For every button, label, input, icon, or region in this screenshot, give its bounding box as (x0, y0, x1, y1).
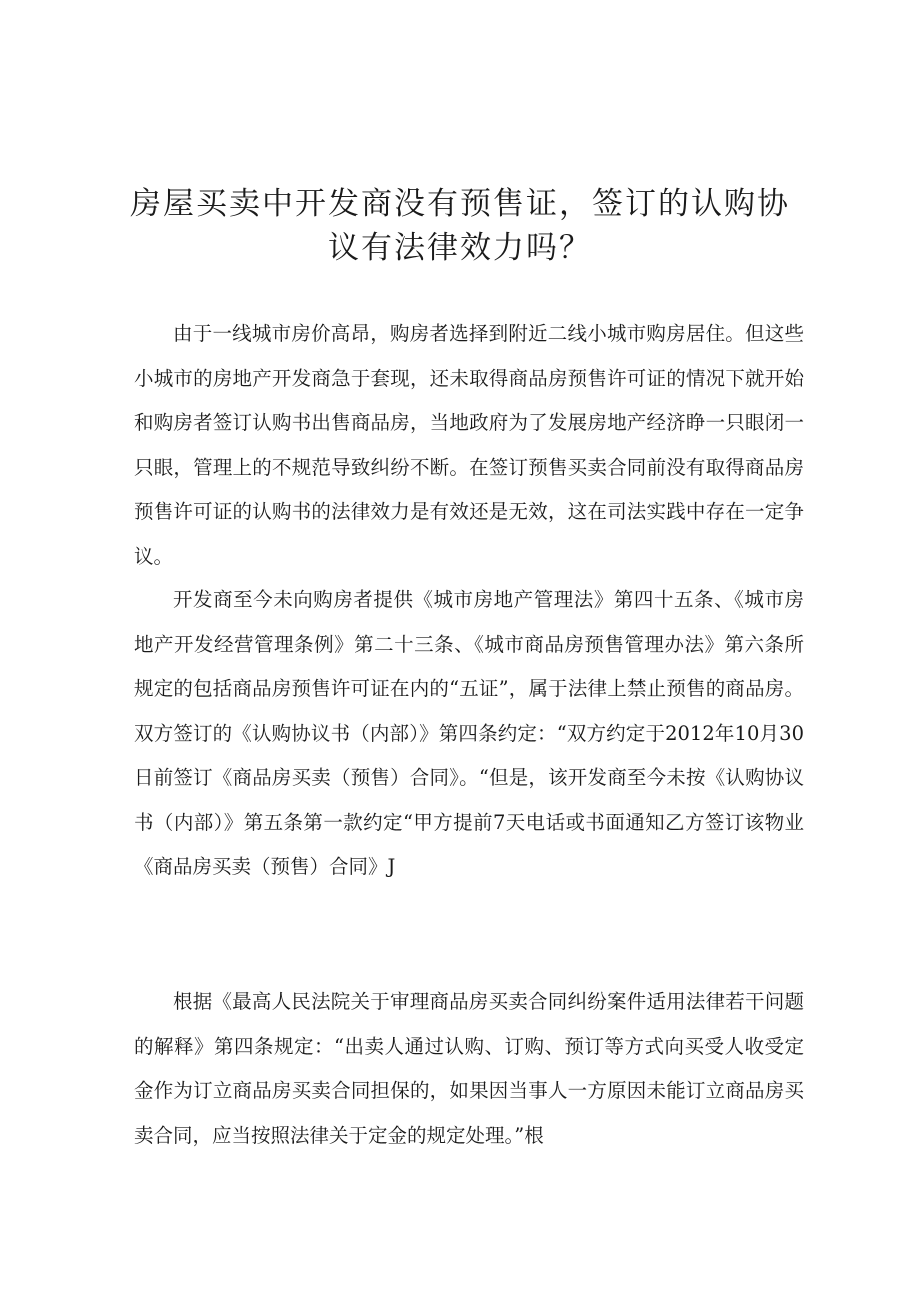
paragraph-2: 开发商至今未向购房者提供《城市房地产管理法》第四十五条、《城市房地产开发经营管理条例》第二十三条、《城市商品房预售管理办法》第六条所规定的包括商品房预售许可证在内的“五证”，属于法律上禁止预售的商品房。双方签订的《认购协议书（内部）》第四条约定：“双方约定于2012年10月30日前签订《商品房买卖（预售）合同》。“但是，该开发商至今未按《认购协议书（内部）》第五条第一款约定“甲方提前7天电话或书面通知乙方签订该物业《商品房买卖（预售）合同》J (134, 588, 804, 878)
paragraph-3: 根据《最高人民法院关于审理商品房买卖合同纠纷案件适用法律若干问题的解释》第四条规定：“出卖人通过认购、订购、预订等方式向买受人收受定金作为订立商品房买卖合同担保的，如果因当事人一方原因未能订立商品房买卖合同，应当按照法律关于定金的规定处理。”根 (134, 990, 804, 1147)
document-title (120, 182, 800, 270)
title-line-1: 房屋买卖中开发商没有预售证，签订的认购协 (130, 186, 790, 222)
title-line-2: 议有法律效力吗？ (328, 230, 592, 266)
paragraph-1: 由于一线城市房价高昂，购房者选择到附近二线小城市购房居住。但这些小城市的房地产开发商急于套现，还未取得商品房预售许可证的情况下就开始和购房者签订认购书出售商品房，当地政府为了发展房地产经济睁一只眼闭一只眼，管理上的不规范导致纠纷不断。在签订预售买卖合同前没有取得商品房预售许可证的认购书的法律效力是有效还是无效，这在司法实践中存在一定争议。 (134, 322, 804, 568)
